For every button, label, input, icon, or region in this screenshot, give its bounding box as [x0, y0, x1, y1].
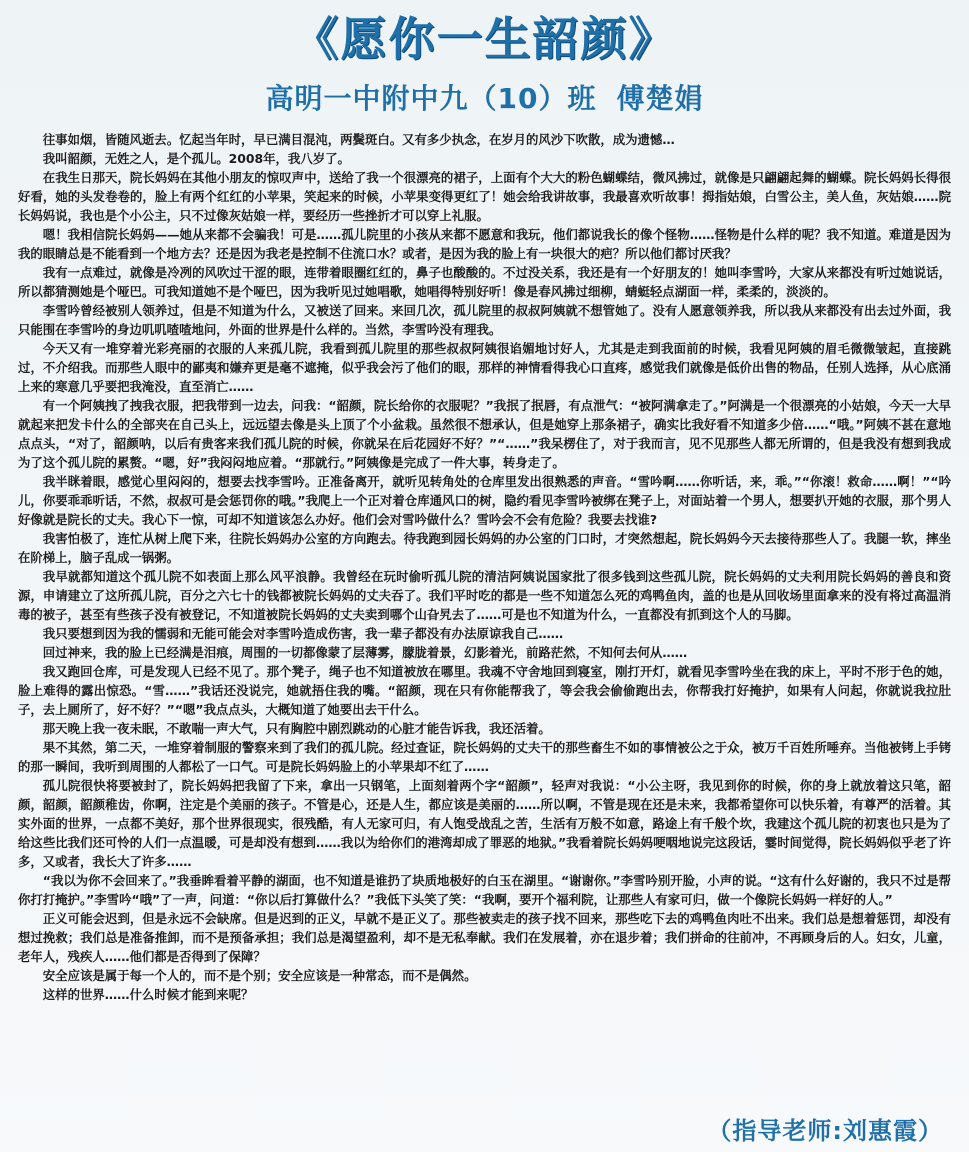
paragraph: 有一个阿姨拽了拽我衣服，把我带到一边去，问我：“韶颜，院长给你的衣服呢？”我抿了抿唇，有点泄气：“被阿满拿走了。”阿满是一个很漂亮的小姑娘，今天一大早就起来把发卡什么的全部夹在自己头上，远远望去像是头上顶了个小盆栽。虽然很不想承认，但是她穿上那条裙子，确实比我好看不知道多少倍……“哦。”阿姨不甚在意地点点头，“对了，韶颜呐，以后有贵客来我们孤儿院的时候，你就呆在后花园好不好？”“……”我呆楞住了，对于我而言，见不见那些人都无所谓的，但是我没有想到我成为了这个孤儿院的累赘。“嗯，好”我闷闷地应着。“那就行。”阿姨像是完成了一件大事，转身走了。 — [18, 398, 951, 470]
essay-title: 《愿你一生韶颜》 — [292, 12, 677, 66]
advisor-credit: （指导老师:刘惠霞） — [707, 1117, 943, 1145]
paragraph: 嗯！我相信院长妈妈——她从来都不会骗我！可是……孤儿院里的小孩从来都不愿意和我玩，他们都说我长的像个怪物……怪物是什么样的呢？我不知道。难道是因为我的眼睛总是不能看到一个地方去？还是因为我老是控制不住流口水？或者，是因为我的脸上有一块很大的疤？所以他们都讨厌我？ — [18, 227, 951, 261]
paragraph: 这样的世界……什么时候才能到来呢？ — [42, 987, 254, 1002]
paragraph: 我害怕极了，连忙从树上爬下来，往院长妈妈办公室的方向跑去。待我跑到园长妈妈的办公室的门口时，才突然想起，院长妈妈今天去接待那些人了。我腿一软，摔坐在阶梯上，脑子乱成一锅粥。 — [18, 531, 951, 565]
author-name: 傅楚娟 — [616, 82, 704, 115]
paragraph: 往事如烟，皆随风逝去。忆起当年时，早已满目混沌，两鬓斑白。又有多少执念，在岁月的风沙下吹散，成为遗憾… — [42, 132, 675, 147]
paragraph: 回过神来，我的脸上已经满是泪痕，周围的一切都像蒙了层薄雾，朦胧着景，幻影着光，前路茫然，不知何去何从…… — [42, 645, 688, 660]
author-class: 高明一中附中九（10）班 — [265, 82, 597, 115]
paragraph: 孤儿院很快将要被封了，院长妈妈把我留了下来，拿出一只钢笔，上面刻着两个字“韶颜”，轻声对我说：“小公主呀，我见到你的时候，你的身上就放着这只笔，韶颜，韶颜，韶颜稚齿，你啊，注定是个美丽的孩子。不管是心，还是人生，都应该是美丽的……所以啊，不管是现在还是未来，我都希望你可以快乐着，有尊严的活着。其实外面的世界，一点都不美好，那个世界很现实，很残酷，有人无家可归，有人饱受战乱之苦，生活有万般不如意，路途上有千般个坎，我建这个孤儿院的初衷也只是为了给这些比我们还可怜的人们一点温暖，可是却没有想到……我以为给你们的港湾却成了罪恶的地狱。”我看着院长妈妈哽咽地说完这段话，霎时间觉得，院长妈妈似乎老了许多，又或者，我长大了许多…… — [18, 778, 951, 869]
paragraph: 我半眯着眼，感觉心里闷闷的，想要去找李雪吟。正准备离开，就听见转角处的仓库里发出很熟悉的声音。“雪吟啊……你听话，来，乖。”“你滚！救命……啊！”“吟儿，你要乖乖听话，不然，叔叔可是会惩罚你的哦。”我爬上一个正对着仓库通风口的树，隐约看见李雪吟被绑在凳子上，对面站着一个男人，想要扒开她的衣服，那个男人好像就是院长的丈夫。我心下一惊，可却不知道该怎么办好。他们会对雪吟做什么？雪吟会不会有危险？我要去找谁? — [18, 474, 951, 527]
paragraph: “我以为你不会回来了。”我垂眸看着平静的湖面，也不知道是谁扔了块质地极好的白玉在湖里。“谢谢你。”李雪吟别开脸，小声的说。“这有什么好谢的，我只不过是帮你打打掩护。”李雪吟“哦”了一声，问道：“你以后打算做什么？”我低下头笑了笑：“我啊，要开个福利院，让那些人有家可归，做一个像院长妈妈一样好的人。” — [18, 873, 951, 907]
essay-body — [18, 130, 951, 1004]
paragraph: 我叫韶颜，无姓之人，是个孤儿。2008年，我八岁了。 — [42, 151, 350, 166]
paragraph: 今天又有一堆穿着光彩亮丽的衣服的人来孤儿院，我看到孤儿院里的那些叔叔阿姨很谄媚地讨好人，尤其是走到我面前的时候，我看见阿姨的眉毛微微皱起，直接跳过，不介绍我。而那些人眼中的鄙夷和嫌弃更是毫不遮掩，似乎我会污了他们的眼，那样的神情看得我心口直疼，感觉我们就像是低价出售的物品，任别人选择，从心底涌上来的寒意几乎要把我淹没，直至消亡…… — [18, 341, 951, 394]
author-line — [18, 74, 951, 124]
paragraph: 安全应该是属于每一个人的，而不是个别；安全应该是一种常态，而不是偶然。 — [42, 968, 477, 983]
paragraph: 在我生日那天，院长妈妈在其他小朋友的惊叹声中，送给了我一个很漂亮的裙子，上面有个大大的粉色蝴蝶结，微风拂过，就像是只翩翩起舞的蝴蝶。院长妈妈长得很好看，她的头发卷卷的，脸上有两个红红的小苹果，笑起来的时候，小苹果变得更红了！她会给我讲故事，我最喜欢听故事！拇指姑娘，白雪公主，美人鱼，灰姑娘……院长妈妈说，我也是个小公主，只不过像灰姑娘一样，要经历一些挫折才可以穿上礼服。 — [18, 170, 951, 223]
paragraph: 我有一点难过，就像是冷冽的风吹过干涩的眼，连带着眼圈红红的，鼻子也酸酸的。不过没关系，我还是有一个好朋友的！她叫李雪吟，大家从来都没有听过她说话，所以都猜测她是个哑巴。可我知道她不是个哑巴，因为我听见过她唱歌，她唱得特别好听！像是春风拂过细柳，蜻蜓轻点湖面一样，柔柔的，淡淡的。 — [18, 265, 951, 299]
paragraph: 正义可能会迟到，但是永远不会缺席。但是迟到的正义，早就不是正义了。那些被卖走的孩子找不回来，那些吃下去的鸡鸭鱼肉吐不出来。我们总是想着惩罚，却没有想过挽救；我们总是准备推卸，而不是预备承担；我们总是渴望盈利，却不是无私奉献。我们在发展着，亦在退步着；我们拼命的往前冲，不再顾身后的人。妇女，儿童，老年人，残疾人……他们都是否得到了保障？ — [18, 911, 951, 964]
paragraph: 李雪吟曾经被别人领养过，但是不知道为什么，又被送了回来。来回几次，孤儿院里的叔叔阿姨就不想管她了。没有人愿意领养我，所以我从来都没有出去过外面，我只能围在李雪吟的身边叽叽喳喳地问，外面的世界是什么样的。当然，李雪吟没有理我。 — [18, 303, 951, 337]
paragraph: 那天晚上我一夜未眠，不敢喘一声大气，只有胸腔中剧烈跳动的心脏才能告诉我，我还活着。 — [42, 721, 551, 736]
paragraph: 我早就都知道这个孤儿院不如表面上那么风平浪静。我曾经在玩时偷听孤儿院的清洁阿姨说国家批了很多钱到这些孤儿院，院长妈妈的丈夫利用院长妈妈的善良和资源，申请建立了这所孤儿院，百分之六七十的钱都被院长妈妈的丈夫吞了。我们平时吃的都是一些不知道怎么死的鸡鸭鱼肉，盖的也是从回收场里面拿来的没有将过高温消毒的被子，甚至有些孩子没有被登记，不知道被院长妈妈的丈夫卖到哪个山旮旯去了……可是也不知道为什么，一直都没有抓到这个人的马脚。 — [18, 569, 951, 622]
paragraph: 我只要想到因为我的懦弱和无能可能会对李雪吟造成伤害，我一辈子都没有办法原谅我自己…… — [42, 626, 564, 641]
paragraph: 我又跑回仓库，可是发现人已经不见了。那个凳子，绳子也不知道被放在哪里。我魂不守舍地回到寝室，刚打开灯，就看见李雪吟坐在我的床上，平时不形于色的她，脸上难得的露出惊恐。“雪……”我话还没说完，她就捂住我的嘴。“韶颜，现在只有你能帮我了，等会我会偷偷跑出去，你帮我打好掩护，如果有人问起，你就说我拉肚子，去上厕所了，好不好？”“嗯”我点点头，大概知道了她要出去干什么。 — [18, 664, 951, 717]
paragraph: 果不其然，第二天，一堆穿着制服的警察来到了我们的孤儿院。经过查证，院长妈妈的丈夫干的那些畜生不如的事情被公之于众，被万千百姓所唾弃。当他被铐上手铐的那一瞬间，我听到周围的人都松了一口气。可是院长妈妈脸上的小苹果却不红了…… — [18, 740, 951, 774]
